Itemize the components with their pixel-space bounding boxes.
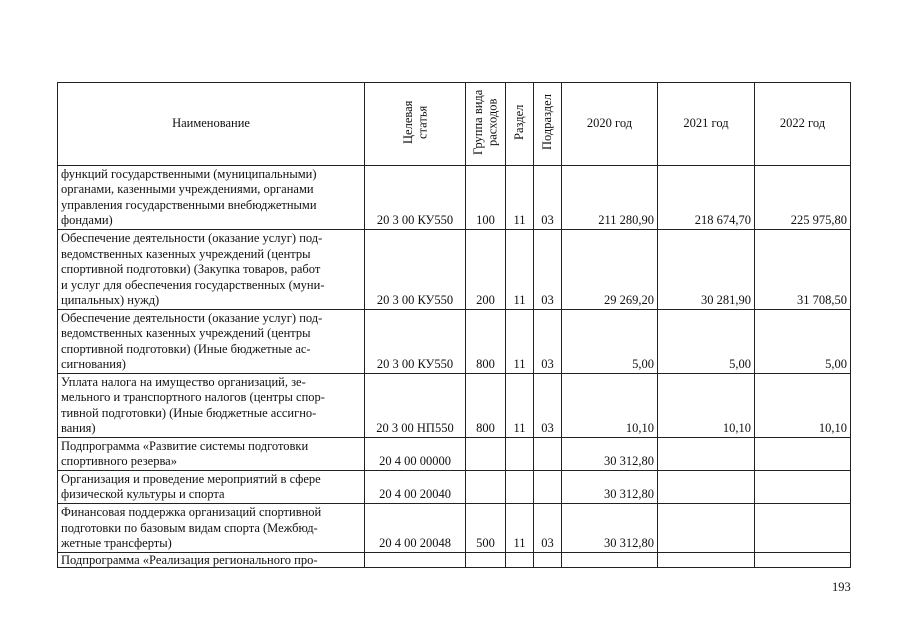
row-name-cell: Уплата налога на имущество организаций, зе- мельного и транспортного налогов (центры спор- тивной подготовки) (Иные бюджетные ассигно- вания) bbox=[58, 374, 365, 438]
row-subsection: 03 bbox=[534, 310, 562, 374]
row-name-cell: функций государственными (муниципальными) органами, казенными учреждениями, органами управления государственными внебюджетными фондами) bbox=[58, 166, 365, 230]
row-amount-2020: 30 312,80 bbox=[562, 471, 658, 504]
row-amount-2022 bbox=[755, 504, 851, 553]
row-name-cell: Подпрограмма «Реализация регионального про- bbox=[58, 553, 365, 568]
row-amount-2022: 10,10 bbox=[755, 374, 851, 438]
table-row bbox=[58, 471, 851, 504]
row-subsection bbox=[534, 553, 562, 568]
row-subsection: 03 bbox=[534, 374, 562, 438]
row-amount-2020: 30 312,80 bbox=[562, 504, 658, 553]
row-amount-2020 bbox=[562, 553, 658, 568]
table-row bbox=[58, 504, 851, 553]
row-expense-group bbox=[466, 553, 506, 568]
row-target-article: 20 3 00 КУ550 bbox=[365, 166, 466, 230]
row-expense-group: 800 bbox=[466, 374, 506, 438]
row-amount-2022: 31 708,50 bbox=[755, 230, 851, 310]
row-amount-2021 bbox=[658, 504, 755, 553]
row-amount-2021: 10,10 bbox=[658, 374, 755, 438]
row-amount-2022: 225 975,80 bbox=[755, 166, 851, 230]
row-name-cell: Обеспечение деятельности (оказание услуг) под- ведомственных казенных учреждений (центры спортивной подготовки) (Иные бюджетные ас- сигнования) bbox=[58, 310, 365, 374]
header-subsection: Подраздел bbox=[534, 83, 562, 166]
row-subsection: 03 bbox=[534, 166, 562, 230]
row-name-cell: Финансовая поддержка организаций спортивной подготовки по базовым видам спорта (Межбюд- жетные трансферты) bbox=[58, 504, 365, 553]
row-section: 11 bbox=[506, 504, 534, 553]
header-target-article: Целевая статья bbox=[365, 83, 466, 166]
row-target-article: 20 3 00 НП550 bbox=[365, 374, 466, 438]
row-subsection bbox=[534, 438, 562, 471]
header-2020: 2020 год bbox=[562, 83, 658, 166]
row-expense-group: 500 bbox=[466, 504, 506, 553]
page-number: 193 bbox=[832, 580, 851, 594]
row-expense-group: 800 bbox=[466, 310, 506, 374]
header-expense-group: Группа вида расходов bbox=[466, 83, 506, 166]
row-name-cell: Обеспечение деятельности (оказание услуг) под- ведомственных казенных учреждений (центры спортивной подготовки) (Закупка товаров, работ и услуг для обеспечения государственных (муни- ципальных) нужд) bbox=[58, 230, 365, 310]
row-section bbox=[506, 438, 534, 471]
table-row bbox=[58, 230, 851, 310]
row-expense-group bbox=[466, 438, 506, 471]
header-section: Раздел bbox=[506, 83, 534, 166]
row-amount-2021: 5,00 bbox=[658, 310, 755, 374]
header-2022: 2022 год bbox=[755, 83, 851, 166]
row-target-article bbox=[365, 553, 466, 568]
row-name-cell: Организация и проведение мероприятий в сфере физической культуры и спорта bbox=[58, 471, 365, 504]
row-expense-group bbox=[466, 471, 506, 504]
budget-table bbox=[57, 82, 851, 568]
table-row bbox=[58, 553, 851, 568]
table-row bbox=[58, 438, 851, 471]
table-row bbox=[58, 310, 851, 374]
row-section bbox=[506, 553, 534, 568]
row-amount-2022: 5,00 bbox=[755, 310, 851, 374]
row-expense-group: 100 bbox=[466, 166, 506, 230]
table-row bbox=[58, 374, 851, 438]
table-row bbox=[58, 166, 851, 230]
row-target-article: 20 4 00 20048 bbox=[365, 504, 466, 553]
header-2021: 2021 год bbox=[658, 83, 755, 166]
row-target-article: 20 4 00 20040 bbox=[365, 471, 466, 504]
row-subsection: 03 bbox=[534, 504, 562, 553]
row-amount-2020: 211 280,90 bbox=[562, 166, 658, 230]
row-amount-2020: 30 312,80 bbox=[562, 438, 658, 471]
row-subsection bbox=[534, 471, 562, 504]
row-section: 11 bbox=[506, 230, 534, 310]
row-target-article: 20 4 00 00000 bbox=[365, 438, 466, 471]
row-section: 11 bbox=[506, 166, 534, 230]
row-amount-2020: 10,10 bbox=[562, 374, 658, 438]
table-header-row bbox=[58, 83, 851, 166]
row-amount-2021 bbox=[658, 553, 755, 568]
row-section: 11 bbox=[506, 310, 534, 374]
header-name: Наименование bbox=[58, 83, 365, 166]
row-amount-2021: 30 281,90 bbox=[658, 230, 755, 310]
row-subsection: 03 bbox=[534, 230, 562, 310]
row-target-article: 20 3 00 КУ550 bbox=[365, 230, 466, 310]
row-expense-group: 200 bbox=[466, 230, 506, 310]
row-amount-2022 bbox=[755, 471, 851, 504]
row-amount-2021 bbox=[658, 438, 755, 471]
row-section: 11 bbox=[506, 374, 534, 438]
row-amount-2020: 29 269,20 bbox=[562, 230, 658, 310]
row-name-cell: Подпрограмма «Развитие системы подготовки спортивного резерва» bbox=[58, 438, 365, 471]
row-amount-2021 bbox=[658, 471, 755, 504]
row-amount-2021: 218 674,70 bbox=[658, 166, 755, 230]
row-target-article: 20 3 00 КУ550 bbox=[365, 310, 466, 374]
row-amount-2022 bbox=[755, 553, 851, 568]
row-section bbox=[506, 471, 534, 504]
row-amount-2020: 5,00 bbox=[562, 310, 658, 374]
row-amount-2022 bbox=[755, 438, 851, 471]
